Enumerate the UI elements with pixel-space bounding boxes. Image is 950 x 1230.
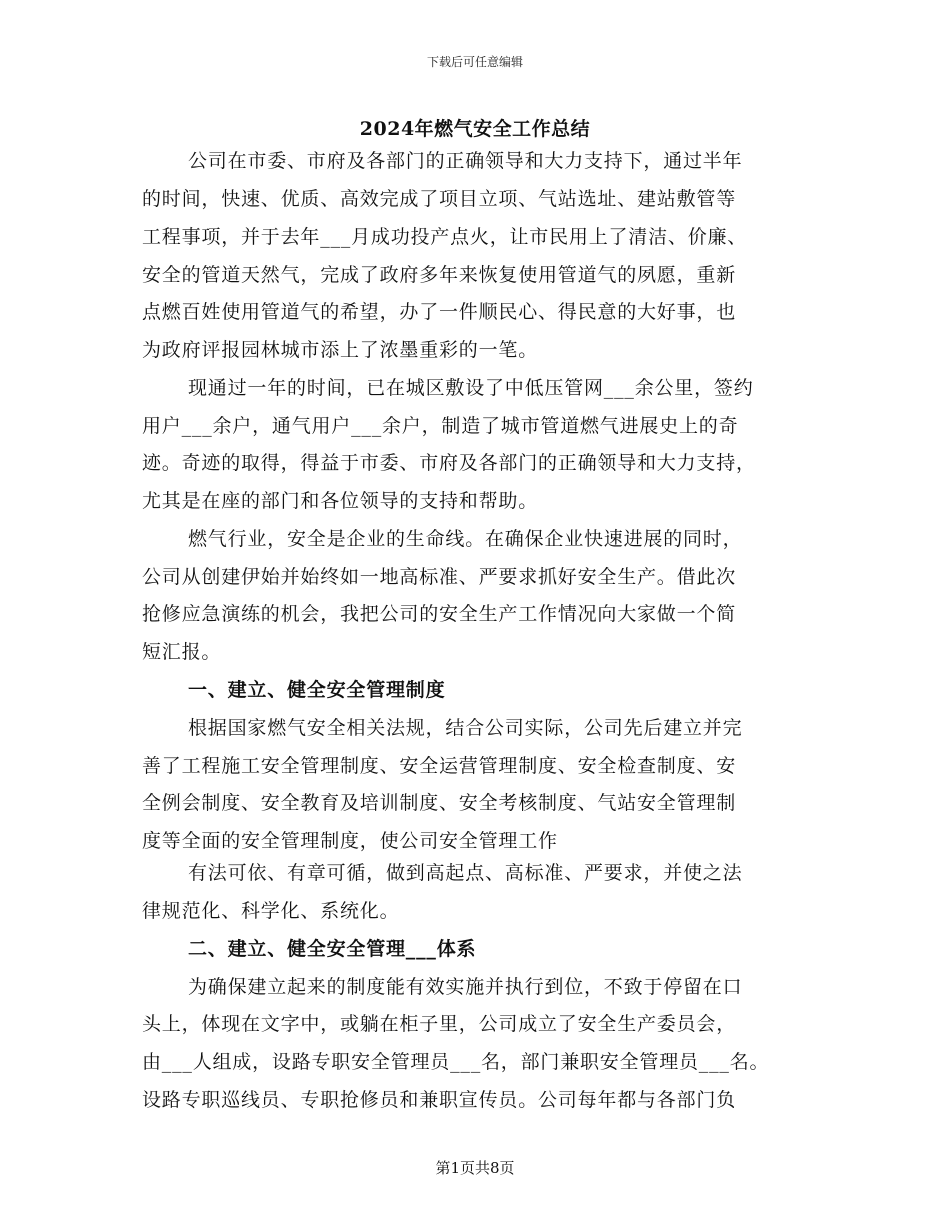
paragraph-line: 现通过一年的时间，已在城区敷设了中低压管网___余公里，签约: [188, 377, 754, 399]
section-heading: 二、建立、健全安全管理___体系: [188, 938, 477, 960]
page-number: 第1页共8页: [435, 1159, 515, 1177]
paragraph-line: 用户___余户，通气用户___余户，制造了城市管道燃气进展史上的奇: [142, 415, 739, 437]
paragraph-line: 抢修应急演练的机会，我把公司的安全生产工作情况向大家做一个简: [142, 603, 737, 625]
paragraph-line: 有法可依、有章可循，做到高起点、高标准、严要求，并使之法: [188, 862, 743, 884]
paragraph-line: 迹。奇迹的取得，得益于市委、市府及各部门的正确领导和大力支持，: [142, 452, 756, 474]
paragraph-line: 尤其是在座的部门和各位领导的支持和帮助。: [142, 490, 539, 512]
paragraph-line: 善了工程施工安全管理制度、安全运营管理制度、安全检查制度、安: [142, 755, 737, 777]
paragraph-line: 全例会制度、安全教育及培训制度、安全考核制度、气站安全管理制: [142, 792, 737, 814]
page-header-note: 下载后可任意编辑: [426, 55, 523, 69]
paragraph-line: 的时间，快速、优质、高效完成了项目立项、气站选址、建站敷管等: [142, 188, 737, 210]
paragraph-line: 度等全面的安全管理制度，使公司安全管理工作: [142, 830, 558, 852]
paragraph-line: 短汇报。: [142, 641, 222, 663]
paragraph-line: 为政府评报园林城市添上了浓墨重彩的一笔。: [142, 339, 539, 361]
paragraph-line: 律规范化、科学化、系统化。: [142, 900, 400, 922]
paragraph-line: 设路专职巡线员、专职抢修员和兼职宣传员。公司每年都与各部门负: [142, 1089, 737, 1111]
paragraph-line: 公司从创建伊始并始终如一地高标准、严要求抓好安全生产。借此次: [142, 566, 737, 588]
paragraph-line: 工程事项，并于去年___月成功投产点火，让市民用上了清洁、价廉、: [142, 226, 748, 248]
paragraph-line: 公司在市委、市府及各部门的正确领导和大力支持下，通过半年: [188, 150, 743, 172]
paragraph-line: 根据国家燃气安全相关法规，结合公司实际，公司先后建立并完: [188, 717, 743, 739]
section-heading: 一、建立、健全安全管理制度: [188, 679, 446, 701]
paragraph-line: 燃气行业，安全是企业的生命线。在确保企业快速进展的同时，: [188, 528, 743, 550]
paragraph-line: 点燃百姓使用管道气的希望，办了一件顺民心、得民意的大好事，也: [142, 301, 737, 323]
paragraph-line: 由___人组成，设路专职安全管理员___名，部门兼职安全管理员___名。: [142, 1051, 770, 1073]
paragraph-line: 为确保建立起来的制度能有效实施并执行到位，不致于停留在口: [188, 976, 743, 998]
paragraph-line: 头上，体现在文字中，或躺在柜子里，公司成立了安全生产委员会，: [142, 1013, 737, 1035]
document-title: 2024年燃气安全工作总结: [359, 118, 591, 140]
paragraph-line: 安全的管道天然气，完成了政府多年来恢复使用管道气的夙愿，重新: [142, 264, 737, 286]
